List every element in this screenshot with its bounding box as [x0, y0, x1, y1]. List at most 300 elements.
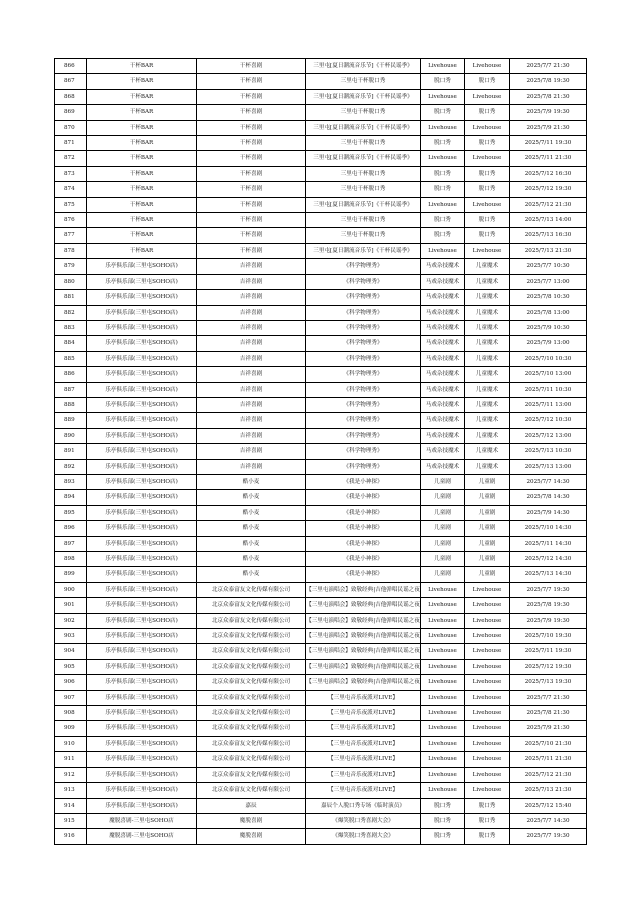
subcategory-cell: Livehouse: [465, 721, 510, 736]
venue-cell: 乐亭俱乐部(三里屯SOHO店): [87, 767, 197, 782]
table-row: [55, 336, 587, 351]
table-row: [55, 259, 587, 274]
venue-cell: 魔脱喜剧-三里屯SOHO店: [87, 813, 197, 828]
category-cell: Livehouse: [421, 613, 465, 628]
venue-cell: 乐亭俱乐部(三里屯SOHO店): [87, 629, 197, 644]
show-time-cell: 2025/7/8 21:30: [510, 89, 587, 104]
show-title-cell: 三里屯干杯脱口秀: [306, 213, 421, 228]
category-cell: 马戏杂技魔术: [421, 367, 465, 382]
table-row: [55, 243, 587, 258]
row-number-cell: 909: [55, 721, 87, 736]
subcategory-cell: 儿童魔术: [465, 367, 510, 382]
row-number-cell: 912: [55, 767, 87, 782]
subcategory-cell: 儿童魔术: [465, 274, 510, 289]
organizer-cell: 吉祥喜剧: [197, 259, 306, 274]
show-time-cell: 2025/7/12 19:30: [510, 659, 587, 674]
organizer-cell: 嘉辰: [197, 798, 306, 813]
category-cell: 儿童剧: [421, 536, 465, 551]
show-time-cell: 2025/7/8 19:30: [510, 74, 587, 89]
subcategory-cell: 儿童剧: [465, 536, 510, 551]
show-time-cell: 2025/7/8 13:00: [510, 305, 587, 320]
organizer-cell: 北京众泰富友文化传媒有限公司: [197, 659, 306, 674]
subcategory-cell: Livehouse: [465, 598, 510, 613]
organizer-cell: 干杯喜剧: [197, 120, 306, 135]
organizer-cell: 干杯喜剧: [197, 243, 306, 258]
venue-cell: 乐亭俱乐部(三里屯SOHO店): [87, 351, 197, 366]
subcategory-cell: 脱口秀: [465, 105, 510, 120]
show-title-cell: 《科学物理秀》: [306, 428, 421, 443]
show-title-cell: 【三里屯演唱会】致敬经典|吉他弹唱民谣之夜: [306, 629, 421, 644]
subcategory-cell: Livehouse: [465, 89, 510, 104]
venue-cell: 干杯BAR: [87, 243, 197, 258]
show-title-cell: 【三里屯音乐夜派对LIVE】: [306, 690, 421, 705]
category-cell: 马戏杂技魔术: [421, 444, 465, 459]
show-title-cell: 【三里屯演唱会】致敬经典|吉他弹唱民谣之夜: [306, 675, 421, 690]
show-time-cell: 2025/7/11 14:30: [510, 536, 587, 551]
subcategory-cell: Livehouse: [465, 767, 510, 782]
organizer-cell: 北京众泰富友文化传媒有限公司: [197, 690, 306, 705]
category-cell: 马戏杂技魔术: [421, 290, 465, 305]
show-title-cell: 三里屯干杯脱口秀: [306, 228, 421, 243]
category-cell: Livehouse: [421, 675, 465, 690]
show-time-cell: 2025/7/11 10:30: [510, 382, 587, 397]
organizer-cell: 干杯喜剧: [197, 151, 306, 166]
venue-cell: 乐亭俱乐部(三里屯SOHO店): [87, 644, 197, 659]
organizer-cell: 吉祥喜剧: [197, 413, 306, 428]
organizer-cell: 吉祥喜剧: [197, 382, 306, 397]
category-cell: 马戏杂技魔术: [421, 305, 465, 320]
row-number-cell: 866: [55, 59, 87, 74]
category-cell: Livehouse: [421, 690, 465, 705]
show-time-cell: 2025/7/9 14:30: [510, 505, 587, 520]
show-title-cell: 《科学物理秀》: [306, 320, 421, 335]
subcategory-cell: 儿童魔术: [465, 413, 510, 428]
subcategory-cell: Livehouse: [465, 690, 510, 705]
show-time-cell: 2025/7/13 10:30: [510, 444, 587, 459]
category-cell: Livehouse: [421, 59, 465, 74]
organizer-cell: 酷小麦: [197, 490, 306, 505]
venue-cell: 乐亭俱乐部(三里屯SOHO店): [87, 336, 197, 351]
show-time-cell: 2025/7/7 21:30: [510, 690, 587, 705]
category-cell: 马戏杂技魔术: [421, 320, 465, 335]
row-number-cell: 902: [55, 613, 87, 628]
venue-cell: 乐亭俱乐部(三里屯SOHO店): [87, 783, 197, 798]
show-title-cell: 《科学物理秀》: [306, 274, 421, 289]
subcategory-cell: Livehouse: [465, 783, 510, 798]
show-title-cell: 《我是小神探》: [306, 474, 421, 489]
show-time-cell: 2025/7/10 21:30: [510, 736, 587, 751]
table-row: [55, 690, 587, 705]
table-row: [55, 567, 587, 582]
subcategory-cell: Livehouse: [465, 151, 510, 166]
category-cell: Livehouse: [421, 659, 465, 674]
venue-cell: 乐亭俱乐部(三里屯SOHO店): [87, 274, 197, 289]
table-row: [55, 382, 587, 397]
row-number-cell: 900: [55, 582, 87, 597]
venue-cell: 干杯BAR: [87, 151, 197, 166]
organizer-cell: 酷小麦: [197, 536, 306, 551]
table-row: [55, 351, 587, 366]
organizer-cell: 北京众泰富友文化传媒有限公司: [197, 736, 306, 751]
table-row: [55, 675, 587, 690]
organizer-cell: 干杯喜剧: [197, 136, 306, 151]
venue-cell: 乐亭俱乐部(三里屯SOHO店): [87, 428, 197, 443]
show-time-cell: 2025/7/10 14:30: [510, 521, 587, 536]
show-time-cell: 2025/7/12 16:30: [510, 166, 587, 181]
subcategory-cell: 脱口秀: [465, 829, 510, 844]
organizer-cell: 酷小麦: [197, 505, 306, 520]
category-cell: Livehouse: [421, 197, 465, 212]
venue-cell: 乐亭俱乐部(三里屯SOHO店): [87, 490, 197, 505]
organizer-cell: 吉祥喜剧: [197, 351, 306, 366]
category-cell: 马戏杂技魔术: [421, 336, 465, 351]
table-row: [55, 536, 587, 551]
show-title-cell: 《我是小神探》: [306, 567, 421, 582]
table-row: [55, 136, 587, 151]
show-time-cell: 2025/7/12 19:30: [510, 182, 587, 197]
category-cell: Livehouse: [421, 752, 465, 767]
category-cell: Livehouse: [421, 89, 465, 104]
table-row: [55, 459, 587, 474]
show-title-cell: 【三里屯音乐夜派对LIVE】: [306, 767, 421, 782]
category-cell: 脱口秀: [421, 798, 465, 813]
show-title-cell: 三里屯[夏日潮流音乐节]《干杯民谣季》: [306, 197, 421, 212]
table-row: [55, 490, 587, 505]
show-time-cell: 2025/7/11 21:30: [510, 151, 587, 166]
table-row: [55, 367, 587, 382]
show-title-cell: 三里屯[夏日潮流音乐节]《干杯民谣季》: [306, 89, 421, 104]
category-cell: 脱口秀: [421, 829, 465, 844]
category-cell: 脱口秀: [421, 166, 465, 181]
show-title-cell: 《科学物理秀》: [306, 382, 421, 397]
show-time-cell: 2025/7/9 10:30: [510, 320, 587, 335]
table-row: [55, 274, 587, 289]
venue-cell: 乐亭俱乐部(三里屯SOHO店): [87, 598, 197, 613]
row-number-cell: 915: [55, 813, 87, 828]
category-cell: 儿童剧: [421, 521, 465, 536]
venue-cell: 乐亭俱乐部(三里屯SOHO店): [87, 505, 197, 520]
table-row: [55, 767, 587, 782]
category-cell: 儿童剧: [421, 474, 465, 489]
show-time-cell: 2025/7/11 19:30: [510, 644, 587, 659]
organizer-cell: 干杯喜剧: [197, 182, 306, 197]
venue-cell: 干杯BAR: [87, 228, 197, 243]
show-time-cell: 2025/7/9 19:30: [510, 105, 587, 120]
table-row: [55, 444, 587, 459]
subcategory-cell: 脱口秀: [465, 166, 510, 181]
row-number-cell: 878: [55, 243, 87, 258]
venue-cell: 乐亭俱乐部(三里屯SOHO店): [87, 567, 197, 582]
category-cell: 马戏杂技魔术: [421, 459, 465, 474]
subcategory-cell: 儿童魔术: [465, 336, 510, 351]
show-title-cell: 【三里屯音乐夜派对LIVE】: [306, 783, 421, 798]
category-cell: 马戏杂技魔术: [421, 351, 465, 366]
subcategory-cell: 儿童剧: [465, 505, 510, 520]
subcategory-cell: Livehouse: [465, 752, 510, 767]
category-cell: 儿童剧: [421, 567, 465, 582]
show-time-cell: 2025/7/10 10:30: [510, 351, 587, 366]
show-time-cell: 2025/7/7 10:30: [510, 259, 587, 274]
table-row: [55, 320, 587, 335]
row-number-cell: 891: [55, 444, 87, 459]
row-number-cell: 896: [55, 521, 87, 536]
row-number-cell: 907: [55, 690, 87, 705]
show-time-cell: 2025/7/9 19:30: [510, 613, 587, 628]
show-title-cell: 《科学物理秀》: [306, 259, 421, 274]
show-time-cell: 2025/7/9 13:00: [510, 336, 587, 351]
show-title-cell: 《我是小神探》: [306, 490, 421, 505]
organizer-cell: 魔脱喜剧: [197, 829, 306, 844]
show-title-cell: 《我是小神探》: [306, 552, 421, 567]
show-title-cell: 《科学物理秀》: [306, 336, 421, 351]
show-time-cell: 2025/7/11 21:30: [510, 752, 587, 767]
venue-cell: 乐亭俱乐部(三里屯SOHO店): [87, 721, 197, 736]
show-title-cell: 三里屯干杯脱口秀: [306, 182, 421, 197]
organizer-cell: 干杯喜剧: [197, 74, 306, 89]
subcategory-cell: 儿童魔术: [465, 351, 510, 366]
show-time-cell: 2025/7/12 10:30: [510, 413, 587, 428]
organizer-cell: 干杯喜剧: [197, 197, 306, 212]
table-row: [55, 783, 587, 798]
venue-cell: 乐亭俱乐部(三里屯SOHO店): [87, 305, 197, 320]
subcategory-cell: 儿童魔术: [465, 444, 510, 459]
row-number-cell: 869: [55, 105, 87, 120]
table-row: [55, 829, 587, 844]
row-number-cell: 894: [55, 490, 87, 505]
table-row: [55, 521, 587, 536]
organizer-cell: 北京众泰富友文化传媒有限公司: [197, 613, 306, 628]
row-number-cell: 898: [55, 552, 87, 567]
show-time-cell: 2025/7/11 13:00: [510, 397, 587, 412]
show-title-cell: 【三里屯音乐夜派对LIVE】: [306, 721, 421, 736]
venue-cell: 乐亭俱乐部(三里屯SOHO店): [87, 690, 197, 705]
organizer-cell: 北京众泰富友文化传媒有限公司: [197, 721, 306, 736]
organizer-cell: 北京众泰富友文化传媒有限公司: [197, 783, 306, 798]
row-number-cell: 888: [55, 397, 87, 412]
show-title-cell: 【三里屯音乐夜派对LIVE】: [306, 752, 421, 767]
subcategory-cell: Livehouse: [465, 582, 510, 597]
show-title-cell: 《科学物理秀》: [306, 397, 421, 412]
category-cell: 马戏杂技魔术: [421, 428, 465, 443]
show-title-cell: 三里屯干杯脱口秀: [306, 74, 421, 89]
show-title-cell: 三里屯干杯脱口秀: [306, 136, 421, 151]
show-time-cell: 2025/7/13 14:30: [510, 567, 587, 582]
show-time-cell: 2025/7/8 14:30: [510, 490, 587, 505]
venue-cell: 乐亭俱乐部(三里屯SOHO店): [87, 736, 197, 751]
show-time-cell: 2025/7/13 13:00: [510, 459, 587, 474]
organizer-cell: 吉祥喜剧: [197, 320, 306, 335]
organizer-cell: 酷小麦: [197, 567, 306, 582]
table-row: [55, 305, 587, 320]
subcategory-cell: Livehouse: [465, 659, 510, 674]
table-row: [55, 505, 587, 520]
row-number-cell: 916: [55, 829, 87, 844]
organizer-cell: 吉祥喜剧: [197, 428, 306, 443]
table-row: [55, 197, 587, 212]
row-number-cell: 871: [55, 136, 87, 151]
table-row: [55, 105, 587, 120]
organizer-cell: 魔脱喜剧: [197, 813, 306, 828]
table-row: [55, 151, 587, 166]
show-title-cell: 《爆笑脱口秀喜剧大会》: [306, 813, 421, 828]
venue-cell: 乐亭俱乐部(三里屯SOHO店): [87, 290, 197, 305]
category-cell: 儿童剧: [421, 552, 465, 567]
venue-cell: 干杯BAR: [87, 136, 197, 151]
table-row: [55, 59, 587, 74]
show-title-cell: 《我是小神探》: [306, 505, 421, 520]
row-number-cell: 886: [55, 367, 87, 382]
row-number-cell: 887: [55, 382, 87, 397]
organizer-cell: 北京众泰富友文化传媒有限公司: [197, 706, 306, 721]
category-cell: Livehouse: [421, 598, 465, 613]
category-cell: 脱口秀: [421, 105, 465, 120]
category-cell: Livehouse: [421, 120, 465, 135]
organizer-cell: 酷小麦: [197, 474, 306, 489]
show-time-cell: 2025/7/7 21:30: [510, 59, 587, 74]
category-cell: Livehouse: [421, 706, 465, 721]
table-row: [55, 413, 587, 428]
show-title-cell: 《爆笑脱口秀喜剧大会》: [306, 829, 421, 844]
subcategory-cell: 儿童魔术: [465, 290, 510, 305]
subcategory-cell: 儿童魔术: [465, 428, 510, 443]
row-number-cell: 906: [55, 675, 87, 690]
subcategory-cell: 脱口秀: [465, 213, 510, 228]
venue-cell: 乐亭俱乐部(三里屯SOHO店): [87, 798, 197, 813]
category-cell: Livehouse: [421, 629, 465, 644]
show-time-cell: 2025/7/13 21:30: [510, 783, 587, 798]
category-cell: 脱口秀: [421, 74, 465, 89]
row-number-cell: 879: [55, 259, 87, 274]
venue-cell: 乐亭俱乐部(三里屯SOHO店): [87, 613, 197, 628]
show-title-cell: 【三里屯音乐夜派对LIVE】: [306, 706, 421, 721]
subcategory-cell: 儿童剧: [465, 552, 510, 567]
table-row: [55, 582, 587, 597]
table-row: [55, 644, 587, 659]
venue-cell: 乐亭俱乐部(三里屯SOHO店): [87, 444, 197, 459]
row-number-cell: 905: [55, 659, 87, 674]
subcategory-cell: Livehouse: [465, 675, 510, 690]
show-time-cell: 2025/7/13 21:30: [510, 243, 587, 258]
row-number-cell: 890: [55, 428, 87, 443]
row-number-cell: 903: [55, 629, 87, 644]
subcategory-cell: 儿童魔术: [465, 305, 510, 320]
venue-cell: 乐亭俱乐部(三里屯SOHO店): [87, 706, 197, 721]
organizer-cell: 北京众泰富友文化传媒有限公司: [197, 598, 306, 613]
subcategory-cell: 脱口秀: [465, 74, 510, 89]
venue-cell: 乐亭俱乐部(三里屯SOHO店): [87, 259, 197, 274]
subcategory-cell: Livehouse: [465, 197, 510, 212]
row-number-cell: 908: [55, 706, 87, 721]
category-cell: Livehouse: [421, 644, 465, 659]
show-time-cell: 2025/7/10 13:00: [510, 367, 587, 382]
table-row: [55, 659, 587, 674]
table-row: [55, 213, 587, 228]
table-row: [55, 629, 587, 644]
category-cell: 马戏杂技魔术: [421, 413, 465, 428]
show-title-cell: 三里屯干杯脱口秀: [306, 166, 421, 181]
venue-cell: 乐亭俱乐部(三里屯SOHO店): [87, 320, 197, 335]
show-time-cell: 2025/7/9 21:30: [510, 120, 587, 135]
category-cell: Livehouse: [421, 582, 465, 597]
table-row: [55, 552, 587, 567]
venue-cell: 乐亭俱乐部(三里屯SOHO店): [87, 397, 197, 412]
venue-cell: 乐亭俱乐部(三里屯SOHO店): [87, 521, 197, 536]
row-number-cell: 868: [55, 89, 87, 104]
table-row: [55, 798, 587, 813]
show-title-cell: 《科学物理秀》: [306, 444, 421, 459]
venue-cell: 干杯BAR: [87, 197, 197, 212]
category-cell: 脱口秀: [421, 136, 465, 151]
category-cell: 脱口秀: [421, 182, 465, 197]
table-row: [55, 474, 587, 489]
organizer-cell: 北京众泰富友文化传媒有限公司: [197, 582, 306, 597]
show-time-cell: 2025/7/12 14:30: [510, 552, 587, 567]
organizer-cell: 干杯喜剧: [197, 213, 306, 228]
subcategory-cell: 脱口秀: [465, 798, 510, 813]
organizer-cell: 北京众泰富友文化传媒有限公司: [197, 644, 306, 659]
show-title-cell: 《我是小神探》: [306, 521, 421, 536]
row-number-cell: 882: [55, 305, 87, 320]
table-row: [55, 598, 587, 613]
venue-cell: 干杯BAR: [87, 89, 197, 104]
venue-cell: 乐亭俱乐部(三里屯SOHO店): [87, 536, 197, 551]
row-number-cell: 877: [55, 228, 87, 243]
category-cell: 马戏杂技魔术: [421, 397, 465, 412]
show-title-cell: 【三里屯演唱会】致敬经典|吉他弹唱民谣之夜: [306, 598, 421, 613]
row-number-cell: 910: [55, 736, 87, 751]
show-time-cell: 2025/7/9 21:30: [510, 721, 587, 736]
show-time-cell: 2025/7/13 19:30: [510, 675, 587, 690]
organizer-cell: 干杯喜剧: [197, 89, 306, 104]
show-time-cell: 2025/7/8 21:30: [510, 706, 587, 721]
organizer-cell: 吉祥喜剧: [197, 459, 306, 474]
venue-cell: 魔脱喜剧-三里屯SOHO店: [87, 829, 197, 844]
subcategory-cell: 脱口秀: [465, 182, 510, 197]
show-title-cell: 三里屯[夏日潮流音乐节]《干杯民谣季》: [306, 151, 421, 166]
subcategory-cell: 儿童魔术: [465, 320, 510, 335]
venue-cell: 乐亭俱乐部(三里屯SOHO店): [87, 413, 197, 428]
subcategory-cell: Livehouse: [465, 644, 510, 659]
table-row: [55, 166, 587, 181]
subcategory-cell: Livehouse: [465, 736, 510, 751]
show-title-cell: 《科学物理秀》: [306, 305, 421, 320]
show-time-cell: 2025/7/13 16:30: [510, 228, 587, 243]
organizer-cell: 吉祥喜剧: [197, 336, 306, 351]
organizer-cell: 干杯喜剧: [197, 228, 306, 243]
organizer-cell: 吉祥喜剧: [197, 274, 306, 289]
table-row: [55, 706, 587, 721]
show-time-cell: 2025/7/12 21:30: [510, 767, 587, 782]
show-time-cell: 2025/7/12 21:30: [510, 197, 587, 212]
organizer-cell: 酷小麦: [197, 552, 306, 567]
organizer-cell: 干杯喜剧: [197, 59, 306, 74]
row-number-cell: 875: [55, 197, 87, 212]
row-number-cell: 876: [55, 213, 87, 228]
organizer-cell: 干杯喜剧: [197, 105, 306, 120]
show-time-cell: 2025/7/12 13:00: [510, 428, 587, 443]
show-title-cell: 三里屯干杯脱口秀: [306, 105, 421, 120]
row-number-cell: 897: [55, 536, 87, 551]
row-number-cell: 895: [55, 505, 87, 520]
organizer-cell: 吉祥喜剧: [197, 367, 306, 382]
category-cell: Livehouse: [421, 736, 465, 751]
venue-cell: 干杯BAR: [87, 74, 197, 89]
show-time-cell: 2025/7/7 13:00: [510, 274, 587, 289]
category-cell: Livehouse: [421, 243, 465, 258]
organizer-cell: 北京众泰富友文化传媒有限公司: [197, 629, 306, 644]
organizer-cell: 干杯喜剧: [197, 166, 306, 181]
subcategory-cell: Livehouse: [465, 120, 510, 135]
